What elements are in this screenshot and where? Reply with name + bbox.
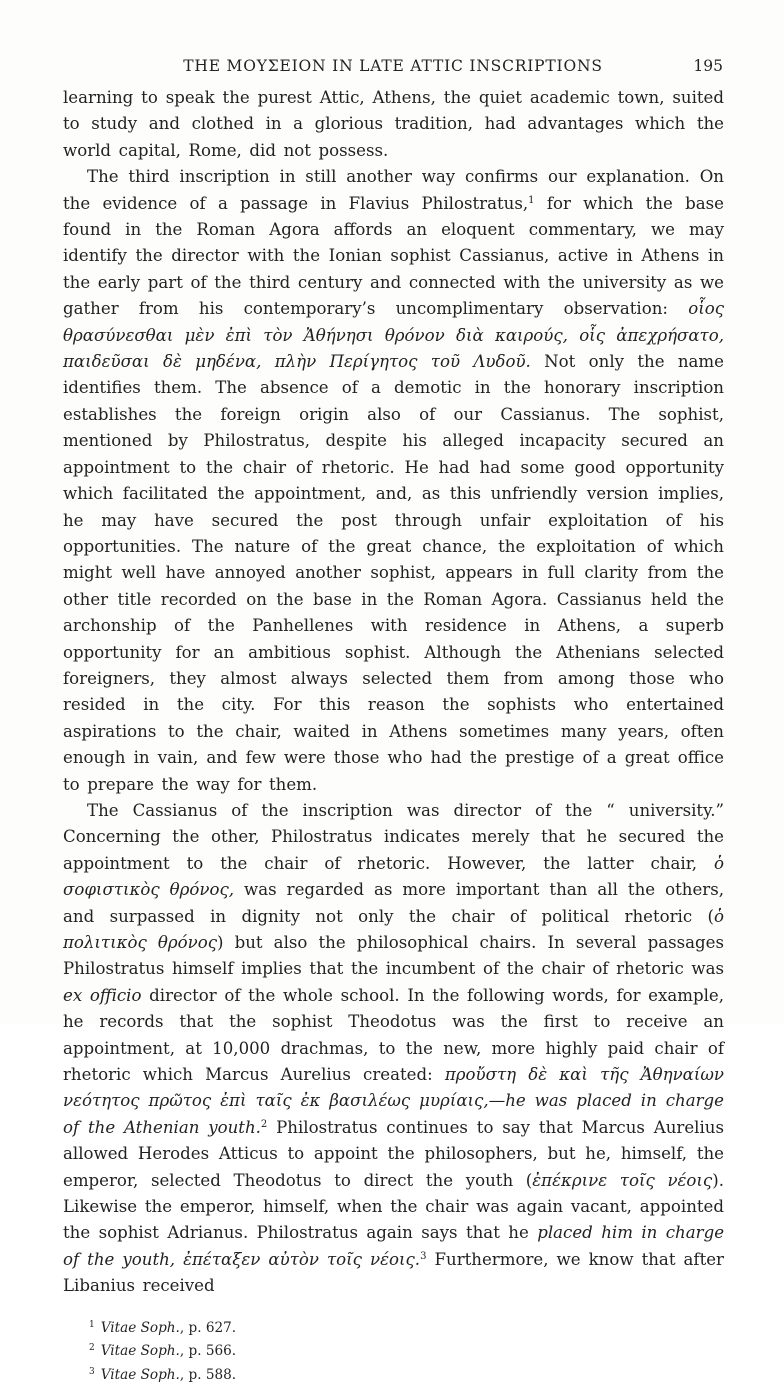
footnote-reference: 3 (420, 1250, 427, 1262)
greek-text-segment: οἷος θρασύνεσθαι μὲν ἐπὶ τὸν Ἀθήνησι θρόνον διὰ καιρούς, οἷς ἀπεχρήσατο, παιδεῦσαι δὲ μηδένα, πλὴν Περίγητος τοῦ Λυδοῦ. (63, 299, 724, 372)
page-number: 195 (693, 57, 723, 75)
footnote-marker: 2 (89, 1343, 95, 1354)
text-segment: ex officio (63, 985, 142, 1005)
footnote-marker: 3 (89, 1366, 95, 1377)
text-segment: , p. 627. (179, 1319, 237, 1336)
footnotes (63, 1317, 724, 1387)
text-segment: The third inscription in still another way confirms our explanation. On the evidence of a passage in Flavius Philostratus, (63, 167, 724, 213)
footnote (89, 1317, 724, 1341)
footnote-reference: 1 (528, 194, 535, 206)
greek-text-segment: ὁ σοφιστικὸς θρόνος, (63, 853, 724, 900)
running-head (63, 57, 723, 77)
greek-text-segment: ἐπέκρινε τοῖς νέοις (532, 1170, 713, 1190)
text-segment: Not only the name identifies them. The absence of a demotic in the honorary inscription establishes the foreign origin also of our Cassianus. The sophist, mentioned by Philostratus, despite his alleged incapacity secured an appointment to the chair of rhetoric. He had had some good opportunity which facilitated the appointment, and, as this unfriendly version implies, he may have secured the post through unfair exploitation of his opportunities. The nature of the great chance, the exploitation of which might well have annoyed another sophist, appears in full clarity from the other title recorded on the base in the Roman Agora. Cassianus held the archonship of the Panhellenes with residence in Athens, a superb opportunity for an ambitious sophist. Although the Athenians selected foreigners, they almost always selected them from among those who resided in the city. For this reason the sophists who entertained aspirations to the chair, waited in Athens sometimes many years, often enough in vain, and few were those who had the prestige of a great office to prepare the way for them. (63, 352, 724, 794)
text-segment: Vitae Soph. (100, 1366, 180, 1383)
greek-text-segment: ἐπέταξεν αὐτὸν τοῖς νέοις. (183, 1249, 421, 1269)
text-segment: for which the base found in the Roman Agora affords an eloquent commentary, we may identify the director with the Ionian sophist Cassianus, active in Athens in the early part of the third century and connected with the university as we gather from his contemporary’s uncomplimentary observation: (63, 193, 724, 319)
text-segment: , p. 588. (179, 1366, 237, 1383)
text-segment: learning to speak the purest Attic, Athens, the quiet academic town, suited to study and clothed in a glorious tradition, had advantages which the world capital, Rome, did not possess. (63, 88, 724, 160)
text-segment: director of the whole school. In the following words, for example, he records that the sophist Theodotus was the first to receive an appointment, at 10,000 drachmas, to the new, more highly paid chair of rhetoric which Marcus Aurelius created: (63, 985, 724, 1085)
footnote (89, 1340, 724, 1364)
greek-text-segment: προὔστη δὲ καὶ τῆς Ἀθηναίων νεότητος πρῶτος ἐπὶ ταῖς ἐκ βασιλέως μυρίαις, (63, 1065, 724, 1111)
text-segment: was regarded as more important than all the others, and surpassed in dignity not only the chair of political rhetoric ( (63, 880, 724, 926)
text-segment: placed him in charge of the youth, (63, 1223, 725, 1269)
text-segment: — (488, 1091, 506, 1111)
footnote (89, 1364, 724, 1387)
text-segment: The Cassianus of the inscription was director of the “ university.” Concerning the other, Philostratus indicates merely that he secured the appointment to the chair of rhetoric. However, the latter chair, (63, 800, 724, 873)
body-paragraph (63, 85, 724, 164)
body-text-block (63, 85, 724, 1387)
text-segment: Vitae Soph. (100, 1319, 180, 1336)
body-text (63, 85, 724, 1300)
body-paragraph (63, 164, 724, 798)
text-segment: ) but also the philosophical chairs. In several passages Philostratus himself implies that the incumbent of the chair of rhetoric was (63, 933, 724, 979)
footnote-marker: 1 (89, 1319, 95, 1330)
text-segment: Vitae Soph. (100, 1343, 180, 1360)
page-title: THE ΜΟΥΣΕΙΟΝ IN LATE ATTIC INSCRIPTIONS (183, 57, 603, 75)
text-segment: ). Likewise the emperor, himself, when the chair was again vacant, appointed the sophist Adrianus. Philostratus again says that he (63, 1170, 724, 1243)
text-segment: Furthermore, we know that after Libanius received (63, 1249, 724, 1296)
footnote-reference: 2 (260, 1118, 268, 1130)
body-paragraph (63, 798, 724, 1300)
text-segment: he was placed in charge of the Athenian youth. (63, 1091, 724, 1137)
greek-text-segment: ὁ πολιτικὸς θρόνος (63, 906, 724, 952)
text-segment: Philostratus continues to say that Marcus Aurelius allowed Herodes Atticus to appoint the philosophers, but he, himself, the emperor, selected Theodotus to direct the youth ( (63, 1117, 724, 1190)
text-segment: , p. 566. (179, 1343, 237, 1360)
